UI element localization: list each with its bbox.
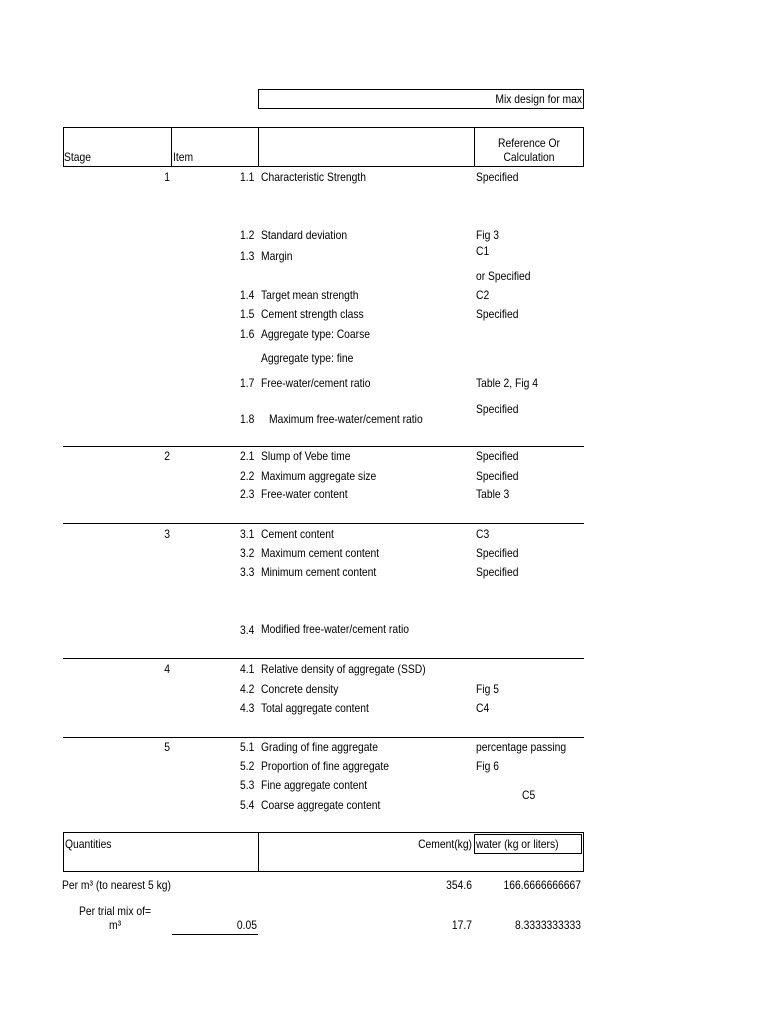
item-number: 1.7	[240, 376, 255, 390]
item-label: Standard deviation	[261, 228, 348, 242]
header-divider	[474, 127, 475, 167]
header-divider	[171, 127, 172, 167]
stage-number: 2	[164, 449, 170, 463]
item-label: Cement strength class	[261, 307, 364, 321]
item-number: 1.6	[240, 327, 255, 341]
stage-number: 3	[164, 527, 170, 541]
trial-volume-underline	[172, 934, 258, 935]
item-number: 3.4	[240, 623, 255, 637]
cement-column-header: Cement(kg)	[418, 837, 472, 851]
item-number: 1.4	[240, 288, 255, 302]
stage-number: 1	[164, 170, 170, 184]
item-label: Minimum cement content	[261, 565, 377, 579]
item-number: 5.1	[240, 740, 255, 754]
item-reference: Specified	[476, 307, 519, 321]
stage-divider	[63, 523, 584, 524]
item-number: 2.1	[240, 449, 255, 463]
item-label: Maximum aggregate size	[261, 469, 377, 483]
item-number: 3.1	[240, 527, 255, 541]
trial-mix-label: Per trial mix of=	[79, 904, 151, 918]
item-number: 2.2	[240, 469, 255, 483]
item-label: Margin	[261, 249, 293, 263]
item-label: Coarse aggregate content	[261, 798, 381, 812]
item-reference: C1	[476, 244, 490, 258]
header-item: Item	[173, 150, 194, 164]
quantities-label: Quantities	[65, 837, 112, 851]
item-reference: percentage passing	[476, 740, 567, 754]
item-number: 5.2	[240, 759, 255, 773]
item-reference: C4	[476, 701, 490, 715]
item-label: Free-water/cement ratio	[261, 376, 371, 390]
item-reference: Specified	[476, 170, 519, 184]
item-reference: Specified	[476, 469, 519, 483]
item-reference: C5	[522, 788, 536, 802]
item-number: 4.3	[240, 701, 255, 715]
trial-water: 8.3333333333	[514, 918, 581, 932]
item-number: 3.3	[240, 565, 255, 579]
item-number: 4.2	[240, 682, 255, 696]
item-label: Maximum cement content	[261, 546, 380, 560]
item-reference: Table 2, Fig 4	[476, 376, 538, 390]
item-number: 3.2	[240, 546, 255, 560]
item-number: 5.3	[240, 778, 255, 792]
item-label: Slump of Vebe time	[261, 449, 351, 463]
trial-volume: 0.05	[236, 918, 257, 932]
item-reference: Specified	[476, 565, 519, 579]
item-label: Relative density of aggregate (SSD)	[261, 662, 426, 676]
item-label: Cement content	[261, 527, 334, 541]
item-reference: Specified	[476, 402, 519, 416]
item-number: 1.5	[240, 307, 255, 321]
stage-number: 4	[164, 662, 170, 676]
item-label: Aggregate type: fine	[261, 351, 354, 365]
item-number: 5.4	[240, 798, 255, 812]
item-number: 2.3	[240, 487, 255, 501]
water-column-header: water (kg or liters)	[476, 837, 559, 851]
item-reference: C2	[476, 288, 490, 302]
item-reference: Table 3	[476, 487, 510, 501]
sheet-title: Mix design for max	[495, 92, 582, 106]
item-reference: Specified	[476, 546, 519, 560]
item-reference: Fig 3	[476, 228, 499, 242]
trial-cement: 17.7	[451, 918, 472, 932]
header-reference-line2: Calculation	[503, 150, 555, 164]
item-label: Aggregate type: Coarse	[261, 327, 371, 341]
stage-divider	[63, 658, 584, 659]
item-reference: C3	[476, 527, 490, 541]
quantities-divider	[258, 832, 259, 872]
per-m3-water: 166.6666666667	[503, 878, 581, 892]
item-number: 1.1	[240, 170, 255, 184]
item-number: 1.8	[240, 412, 255, 426]
item-number: 4.1	[240, 662, 255, 676]
item-label: Target mean strength	[261, 288, 359, 302]
item-label: Modified free-water/cement ratio	[261, 622, 409, 636]
item-label: Grading of fine aggregate	[261, 740, 379, 754]
header-stage: Stage	[64, 150, 91, 164]
item-label: Total aggregate content	[261, 701, 369, 715]
per-m3-cement: 354.6	[446, 878, 472, 892]
item-label: Fine aggregate content	[261, 778, 368, 792]
header-reference-line1: Reference Or	[498, 136, 560, 150]
item-reference: Fig 5	[476, 682, 499, 696]
item-label: Characteristic Strength	[261, 170, 366, 184]
stage-number: 5	[164, 740, 170, 754]
item-reference: Fig 6	[476, 759, 499, 773]
item-label: Maximum free-water/cement ratio	[269, 412, 423, 426]
stage-divider	[63, 446, 584, 447]
trial-mix-unit: m³	[108, 918, 122, 932]
item-number: 1.3	[240, 249, 255, 263]
item-label: Concrete density	[261, 682, 339, 696]
item-reference: Specified	[476, 449, 519, 463]
item-label: Proportion of fine aggregate	[261, 759, 389, 773]
item-label: Free-water content	[261, 487, 348, 501]
item-reference-alt: or Specified	[476, 269, 531, 283]
item-number: 1.2	[240, 228, 255, 242]
per-m3-label: Per m³ (to nearest 5 kg)	[62, 878, 171, 892]
stage-divider	[63, 737, 584, 738]
header-divider	[258, 127, 259, 167]
